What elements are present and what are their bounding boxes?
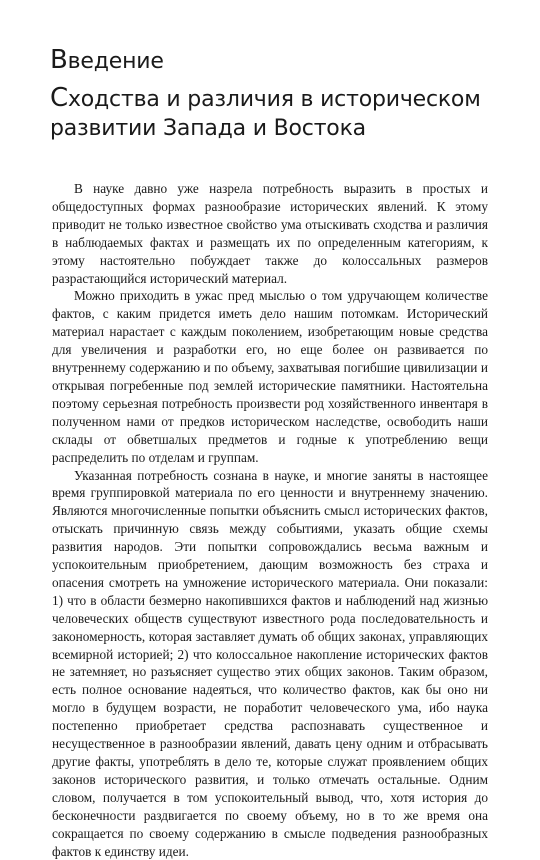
body-text <box>52 180 488 860</box>
paragraph-3: Указанная потребность сознана в науке, и многие заняты в настоящее время группировкой материала по его ценности и внутреннему значению. Являются многочисленные попытки объяснить смысл исторических фактов, отыскать причинную связь между событиями, указать общие схемы развития народов. Эти попытки сопровождались весьма важным и успокоительным приобретением, дающим возможность без страха и опасения смотреть на умножение исторического материала. Они показали: 1) что в области безмерно накопившихся фактов и наблюдений над жизнью человеческих обществ существуют известного рода последовательность и закономерность, которая заставляет думать об общих законах, управляющих всемирной историей; 2) что колоссальное накопление исторических фактов не затемняет, но разъясняет существо этих общих законов. Таким образом, есть полное основание надеяться, что количество фактов, как бы оно ни могло в будущем возрасти, не поработит человеческого ума, ибо наука постепенно приобретает средства распознавать существенное и несущественное в разнообразии явлений, давать цену одним и отбрасывать другие факты, употреблять в дело те, которые служат проявлением общих законов исторического развития, и только отмечать остальные. Одним словом, получается в том успокоительный вывод, что, хотя история до бесконечности раздвигается по своему объему, но в то же время она сокращается по своему содержанию в смысле подведения разнообразных фактов к единству идеи. <box>52 467 488 860</box>
chapter-title: Сходства и различия в историческом развитии Запада и Востока <box>50 84 490 143</box>
paragraph-1: В науке давно уже назрела потребность выразить в простых и общедоступных формах разнообразие исторических явлений. К этому приводит не только известное свойство ума отыскивать сходства и различия в наблюдаемых фактах и размещать их по определенным категориям, к этому настоятельно побуждает также до колоссальных размеров разрастающийся исторический материал. <box>52 180 488 287</box>
chapter-heading <box>50 46 490 143</box>
chapter-label: Введение <box>50 46 490 76</box>
paragraph-2: Можно приходить в ужас пред мыслью о том удручающем количестве фактов, с каким придется иметь дело нашим потомкам. Исторический материал нарастает с каждым поколением, изобретающим новые средства для увеличения и разработки его, но еще более он развивается по внутреннему содержанию и по объему, захватывая погибшие цивилизации и открывая погребенные под землей исторические памятники. Настоятельна поэтому серьезная потребность произвести род хозяйственного инвентаря в полученном нами от предков историческом наследстве, освободить наши склады от обветшалых предметов и годные к употреблению вещи распределить по отделам и группам. <box>52 287 488 466</box>
